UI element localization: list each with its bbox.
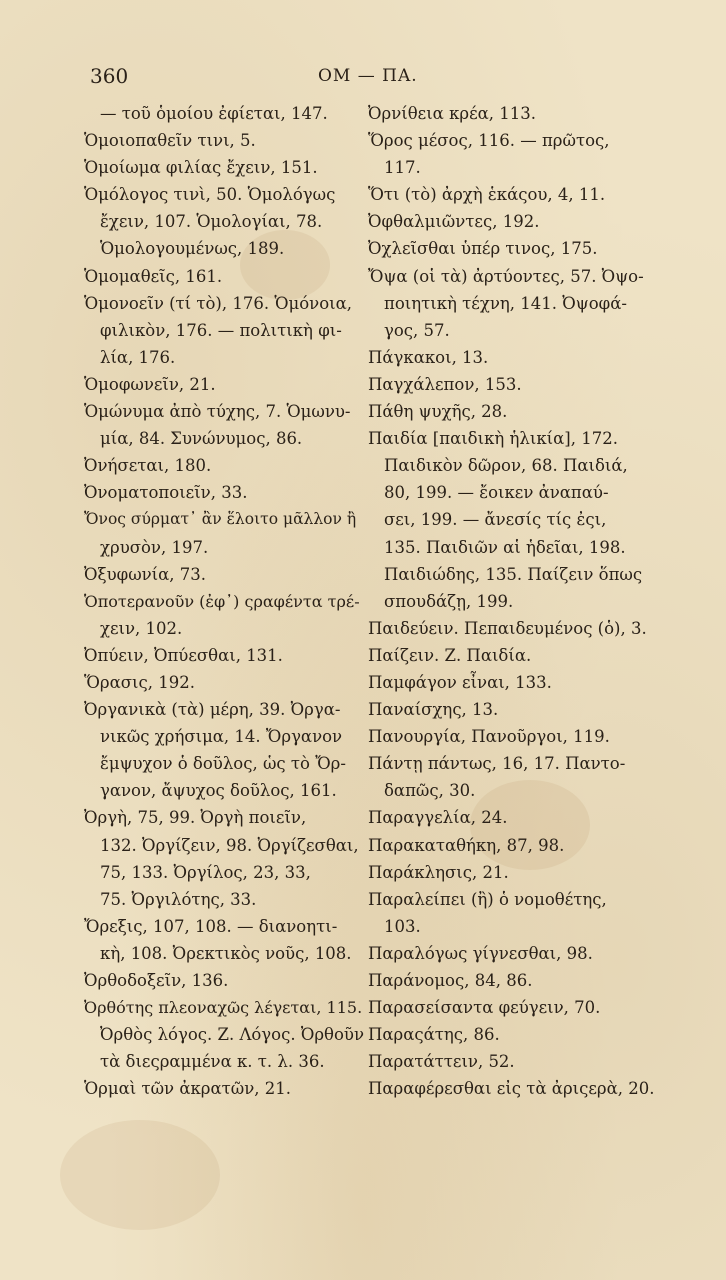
index-entry-line: ποιητικὴ τέχνη, 141. Ὀψοφά- (384, 293, 627, 313)
index-entry-line: Παραλείπει (ἢ) ὁ νομοθέτης, (368, 889, 607, 909)
index-entry-line: 75, 133. Ὀργίλος, 23, 33, (100, 862, 311, 882)
index-entry-line: Παγχάλεπον, 153. (368, 374, 522, 394)
index-entry-line: Ὀξυφωνία, 73. (84, 564, 207, 584)
index-entry-line: Παμφάγον εἶναι, 133. (368, 672, 552, 692)
index-entry-line: Ὀργὴ, 75, 99. Ὀργὴ ποιεῖν, (84, 808, 307, 828)
index-entry-line: λία, 176. (100, 347, 176, 367)
index-entry-line: Παρατάττειν, 52. (368, 1052, 515, 1072)
index-entry-line: Παιδεύειν. Πεπαιδευμένος (ὁ), 3. (368, 618, 647, 638)
index-entry-line: Παραφέρεσθαι εἰς τὰ ἀριςερὰ, 20. (368, 1079, 655, 1099)
index-entry-line: Ὀνήσεται, 180. (84, 456, 212, 476)
index-entry-line: Παιδία [παιδικὴ ἡλικία], 172. (368, 429, 618, 449)
index-entry-line: Ὀνοματοποιεῖν, 33. (84, 483, 248, 503)
index-column-left (84, 100, 364, 1102)
index-entry-line: Ὀρθότης πλεοναχῶς λέγεται, 115. (84, 998, 363, 1018)
index-entry-line: Ὁμοιοπαθεῖν τινι, 5. (84, 131, 256, 151)
index-entry-line: Ὁρμαὶ τῶν ἀκρατῶν, 21. (84, 1079, 291, 1099)
index-entry-line: 132. Ὀργίζειν, 98. Ὀργίζεσθαι, (100, 835, 359, 855)
index-entry-line: ἔμψυχον ὁ δοῦλος, ὡς τὸ Ὄρ- (100, 754, 346, 774)
index-entry-line: Πάθη ψυχῆς, 28. (368, 402, 508, 422)
index-entry-line: φιλικὸν, 176. — πολιτικὴ φι- (100, 320, 342, 340)
index-entry-line: νικῶς χρήσιμα, 14. Ὄργανον (100, 727, 343, 747)
index-entry-line: Ὁμολογουμένως, 189. (100, 239, 285, 259)
index-entry-line: Ὀρνίθεια κρέα, 113. (368, 104, 536, 123)
index-entry-line: ἔχειν, 107. Ὁμολογίαι, 78. (100, 212, 323, 232)
index-entry-line: Ὁμοίωμα φιλίας ἔχειν, 151. (84, 158, 318, 178)
index-entry-line: Παιδικὸν δῶρον, 68. Παιδιά, (384, 456, 628, 476)
index-entry-line: Ὁμονοεῖν (τί τὸ), 176. Ὁμόνοια, (84, 293, 353, 313)
index-entry-line: Πάντῃ πάντως, 16, 17. Παντο- (368, 754, 626, 774)
index-entry-line: Ὅρασις, 192. (84, 672, 195, 692)
index-entry-line: Πάγκακοι, 13. (368, 347, 489, 367)
index-entry-line: Παράνομος, 84, 86. (368, 971, 533, 990)
index-entry-line: Ὀπύειν, Ὀπύεσθαι, 131. (84, 645, 283, 665)
index-entry-line: Ὁμόλογος τινὶ, 50. Ὁμολόγως (84, 185, 336, 205)
index-entry-line: Ὅτι (τὸ) ἀρχὴ ἑκάςου, 4, 11. (368, 185, 606, 205)
index-column-right (368, 100, 658, 1102)
index-entry-line: τὰ διεςραμμένα κ. τ. λ. 36. (100, 1052, 325, 1072)
index-entry-line: 117. (384, 158, 421, 178)
index-entry-line: Ὀχλεῖσθαι ὑπέρ τινος, 175. (368, 239, 598, 259)
index-entry-line: Ὀρθοδοξεῖν, 136. (84, 971, 229, 990)
index-entry-line: Ὄψα (οἱ τὰ) ἀρτύοντες, 57. Ὀψο- (368, 266, 644, 286)
index-entry-line: Πανουργία, Πανοῦργοι, 119. (368, 727, 610, 747)
index-entry-line: Παραλόγως γίγνεσθαι, 98. (368, 943, 593, 963)
index-entry-line: κὴ, 108. Ὀρεκτικὸς νοῦς, 108. (100, 943, 352, 963)
index-entry-line: Ὁμοφωνεῖν, 21. (84, 374, 216, 394)
index-entry-line: γος, 57. (384, 320, 450, 340)
running-head: ΟΜ — ΠΑ. (318, 66, 418, 86)
index-entry-line: γανον, ἄψυχος δοῦλος, 161. (100, 781, 337, 801)
index-entry-line: χρυσὸν, 197. (100, 537, 209, 557)
index-entry-line: Ὀργανικὰ (τὰ) μέρη, 39. Ὀργα- (84, 700, 341, 720)
index-entry-line: Ὅρος μέσος, 116. — πρῶτος, (368, 131, 610, 151)
index-entry-line: Ὀφθαλμιῶντες, 192. (368, 212, 540, 232)
index-entry-line: 135. Παιδιῶν αἱ ἡδεῖαι, 198. (384, 537, 626, 557)
index-entry-line: Ὀρθὸς λόγος. Ζ. Λόγος. Ὀρθοῦν (100, 1025, 364, 1045)
index-entry-line: Παρασείσαντα φεύγειν, 70. (368, 998, 601, 1018)
index-entry-line: χειν, 102. (100, 618, 183, 638)
paper-stain (60, 1120, 220, 1230)
index-entry-line: σει, 199. — ἄνεσίς τίς ἐςι, (384, 510, 607, 530)
page-header (0, 64, 726, 94)
index-entry-line: Παραςάτης, 86. (368, 1025, 500, 1045)
index-entry-line: Ὄρεξις, 107, 108. — διανοητι- (84, 916, 338, 936)
index-entry-line: Ὄνος σύρματ᾽ ἂν ἕλοιτο μᾶλλον ἢ (84, 510, 357, 529)
index-entry-line: Παιδιώδης, 135. Παίζειν ὅπως (384, 564, 643, 584)
index-entry-line: Παρακαταθήκη, 87, 98. (368, 835, 565, 855)
index-entry-line: δαπῶς, 30. (384, 781, 476, 801)
index-entry-line: Παίζειν. Ζ. Παιδία. (368, 645, 532, 665)
index-entry-line: σπουδάζῃ, 199. (384, 591, 514, 611)
index-entry-line: Ὁμώνυμα ἀπὸ τύχης, 7. Ὁμωνυ- (84, 402, 351, 422)
index-entry-line: 80, 199. — ἔοικεν ἀναπαύ- (384, 483, 609, 503)
index-entry-line: μία, 84. Συνώνυμος, 86. (100, 429, 303, 449)
index-entry-line: — τοῦ ὁμοίου ἐφίεται, 147. (100, 104, 328, 123)
index-entry-line: Παράκλησις, 21. (368, 862, 509, 882)
index-entry-line: Ὁμομαθεῖς, 161. (84, 266, 223, 286)
index-entry-line: Παραγγελία, 24. (368, 808, 508, 828)
index-entry-line: Παναίσχης, 13. (368, 700, 499, 720)
index-entry-line: Ὁποτερανοῦν (ἐφ᾽) ςραφέντα τρέ- (84, 591, 360, 611)
page-number: 360 (90, 64, 129, 88)
index-entry-line: 103. (384, 916, 421, 936)
index-entry-line: 75. Ὀργιλότης, 33. (100, 889, 257, 909)
